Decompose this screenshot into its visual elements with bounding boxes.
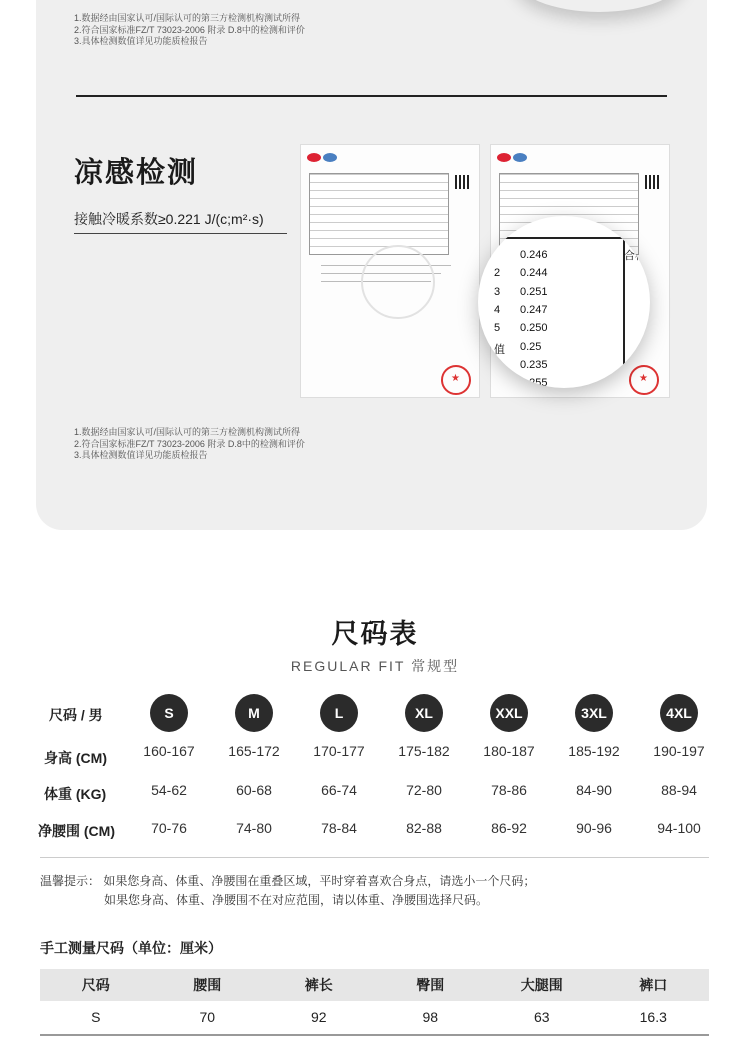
table-header-row	[40, 969, 709, 1001]
weight-value: 54-62	[151, 782, 187, 798]
size-badge-m: M	[235, 694, 273, 732]
size-badge-3xl: 3XL	[575, 694, 613, 732]
measured-value: 0.251	[520, 286, 548, 298]
measured-value: 0.244	[520, 267, 548, 279]
table-header-cell: 腰围	[193, 977, 222, 993]
row-index: 2	[494, 267, 501, 279]
report-watermark	[361, 245, 435, 319]
measured-value: 0.25	[520, 341, 542, 353]
row-index: 5	[494, 322, 501, 334]
section-divider	[76, 95, 667, 97]
size-chart-subtitle: REGULAR FIT 常规型	[290, 658, 460, 674]
height-value: 180-187	[483, 743, 535, 759]
measured-value: 0.247	[520, 304, 548, 316]
size-chart-title: 尺码表	[331, 619, 419, 649]
table-header-cell: 尺码	[81, 977, 110, 993]
table-row	[40, 1001, 709, 1036]
weight-value: 88-94	[661, 782, 697, 798]
certification-logo-icon	[323, 153, 337, 162]
waist-value: 90-96	[576, 820, 612, 836]
row-label-weight: 体重 (KG)	[44, 786, 107, 802]
size-badge-4xl: 4XL	[660, 694, 698, 732]
cooling-test-card	[36, 0, 707, 530]
table-cell: 92	[310, 1009, 327, 1025]
result-pass: 合格	[624, 250, 646, 262]
cooling-coefficient: 接触冷暖系数≥0.221 J/(c;m²·s)	[74, 211, 264, 227]
qr-code-icon	[645, 175, 659, 189]
hand-measure-title: 手工测量尺码（单位：厘米）	[40, 940, 222, 956]
waist-value: 70-76	[151, 820, 187, 836]
size-badge-xl: XL	[405, 694, 443, 732]
table-cell: 98	[422, 1009, 439, 1025]
size-badge-s: S	[150, 694, 188, 732]
weight-value: 66-74	[321, 782, 357, 798]
size-tip-line-2: 如果您身高、体重、净腰围不在对应范围，请以体重、净腰围选择尺码。	[104, 893, 489, 907]
weight-value: 72-80	[406, 782, 442, 798]
red-seal-stamp: ★	[441, 365, 471, 395]
height-value: 190-197	[653, 743, 705, 759]
weight-value: 84-90	[576, 782, 612, 798]
report-header	[307, 149, 473, 163]
report-magnifier	[478, 216, 650, 388]
table-cell: S	[91, 1009, 101, 1025]
coefficient-underline	[74, 233, 287, 234]
waist-value: 82-88	[406, 820, 442, 836]
cooling-test-title: 凉感检测	[74, 157, 199, 189]
note-line: 3.具体检测数值详见功能质检报告	[74, 36, 208, 46]
row-index: 值	[494, 344, 505, 356]
table-header-cell: 裤口	[639, 977, 668, 993]
table-header-cell: 大腿围	[520, 977, 563, 993]
table-cell: 63	[533, 1009, 550, 1025]
note-line: 2.符合国家标准FZ/T 73023-2006 附录 D.8中的检测和评价	[74, 24, 305, 35]
waist-value: 78-84	[321, 820, 357, 836]
waist-value: 94-100	[657, 820, 701, 836]
certification-logo-icon	[513, 153, 527, 162]
weight-value: 60-68	[236, 782, 272, 798]
report-header	[497, 149, 663, 163]
height-value: 170-177	[313, 743, 365, 759]
test-report-image-1	[300, 144, 480, 398]
qr-code-icon	[455, 175, 469, 189]
hand-measure-table	[40, 969, 709, 1036]
height-value: 165-172	[228, 743, 280, 759]
waist-value: 86-92	[491, 820, 527, 836]
test-notes-top	[74, 13, 305, 48]
certification-logo-icon	[307, 153, 321, 162]
magnifier-shadow-top	[514, 0, 684, 12]
table-header-cell: 裤长	[304, 977, 333, 993]
row-label-waist: 净腰围 (CM)	[38, 823, 115, 839]
red-seal-stamp: ★	[629, 365, 659, 395]
table-header-cell: 臀围	[416, 977, 445, 993]
note-line: 3.具体检测数值详见功能质检报告	[74, 450, 208, 460]
measured-value: 0.246	[520, 249, 548, 261]
height-value: 185-192	[568, 743, 620, 759]
note-line: 1.数据经由国家认可/国际认可的第三方检测机构测试所得	[74, 13, 301, 23]
row-label-size: 尺码 / 男	[49, 707, 103, 723]
height-value: 175-182	[398, 743, 450, 759]
measured-value: 0.250	[520, 322, 548, 334]
size-chart-divider	[40, 857, 709, 858]
note-line: 2.符合国家标准FZ/T 73023-2006 附录 D.8中的检测和评价	[74, 438, 305, 449]
measured-value: 0.235	[520, 359, 548, 371]
size-badge-l: L	[320, 694, 358, 732]
height-value: 160-167	[143, 743, 195, 759]
waist-value: 74-80	[236, 820, 272, 836]
report-table-graphic	[309, 173, 449, 255]
row-label-height: 身高 (CM)	[44, 750, 107, 766]
weight-value: 78-86	[491, 782, 527, 798]
table-cell: 70	[199, 1009, 216, 1025]
size-badge-xxl: XXL	[490, 694, 528, 732]
certification-logo-icon	[497, 153, 511, 162]
note-line: 1.数据经由国家认可/国际认可的第三方检测机构测试所得	[74, 427, 301, 437]
test-notes-bottom	[74, 427, 305, 462]
table-cell: 16.3	[639, 1009, 667, 1025]
size-tip-line-1: 温馨提示： 如果您身高、体重、净腰围在重叠区域，平时穿着喜欢合身点，请选小一个尺码；	[40, 874, 536, 888]
row-index: 3	[494, 286, 501, 298]
row-index: 4	[494, 304, 501, 316]
measured-value: 0.255	[520, 377, 548, 388]
